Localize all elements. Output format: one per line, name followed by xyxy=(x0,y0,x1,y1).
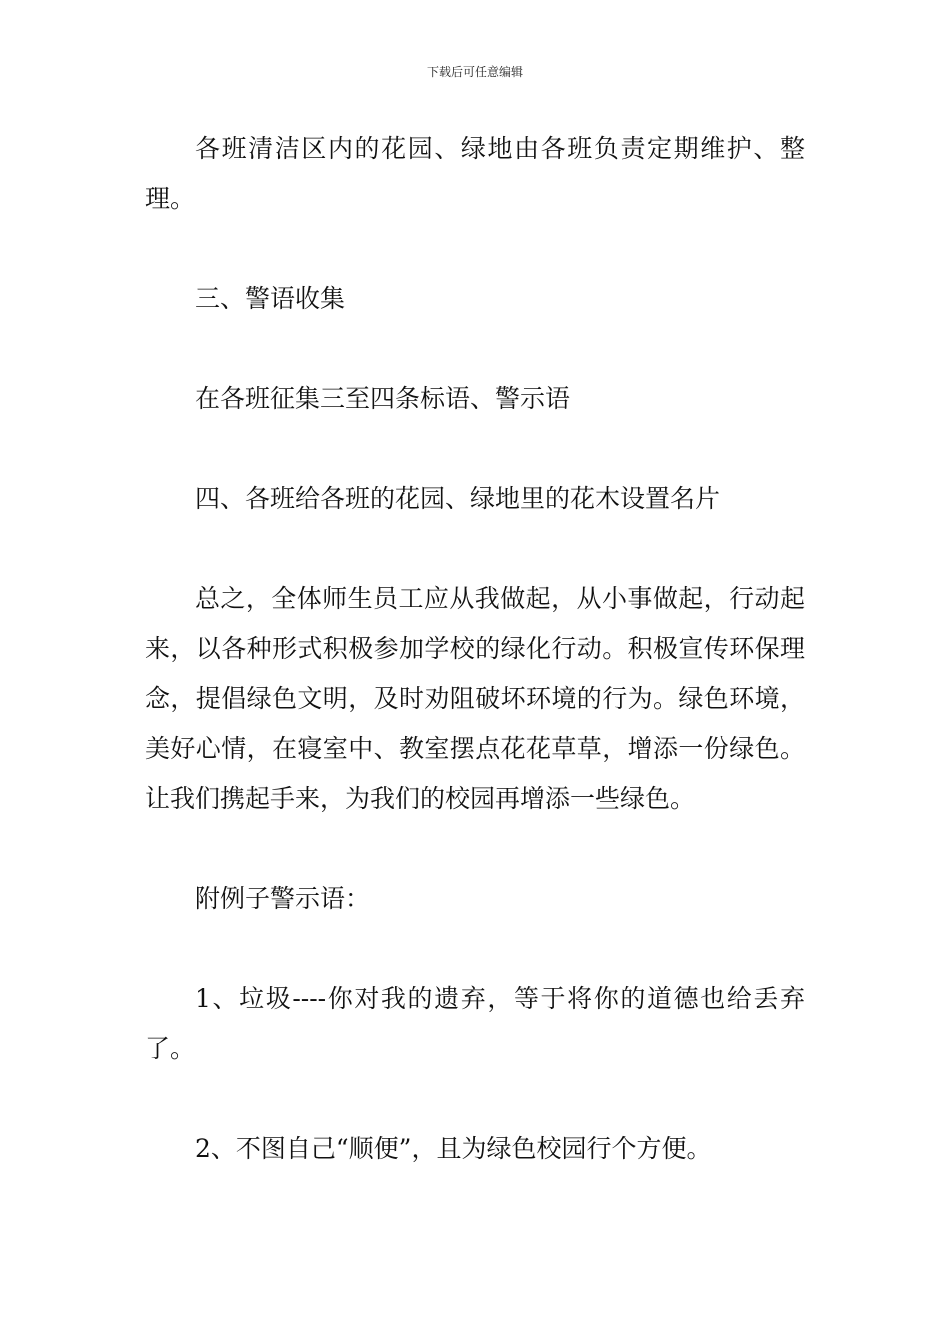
paragraph-slogan-collection: 在各班征集三至四条标语、警示语 xyxy=(195,384,571,413)
list-item-slogan-1: 1、垃圾----你对我的遗弃，等于将你的道德也给丢弃了。 xyxy=(145,984,805,1063)
paragraph-maintenance: 各班清洁区内的花园、绿地由各班负责定期维护、整理。 xyxy=(145,134,805,213)
list-item-slogan-2: 2、不图自己“顺便”，且为绿色校园行个方便。 xyxy=(195,1134,712,1163)
section-heading-slogan-collection: 三、警语收集 xyxy=(195,284,346,313)
paragraph-summary: 总之，全体师生员工应从我做起，从小事做起，行动起来，以各种形式积极参加学校的绿化行动。积极宣传环保理念，提倡绿色文明，及时劝阻破坏环境的行为。绿色环境，美好心情，在寝室中、教室摆点花花草草，增添一份绿色。让我们携起手来，为我们的校园再增添一些绿色。 xyxy=(145,584,805,813)
document-body xyxy=(145,124,805,1224)
section-heading-name-cards: 四、各班给各班的花园、绿地里的花木设置名片 xyxy=(195,484,721,513)
page-header: 下载后可任意编辑 xyxy=(426,65,523,79)
paragraph-example-heading: 附例子警示语： xyxy=(195,884,371,913)
